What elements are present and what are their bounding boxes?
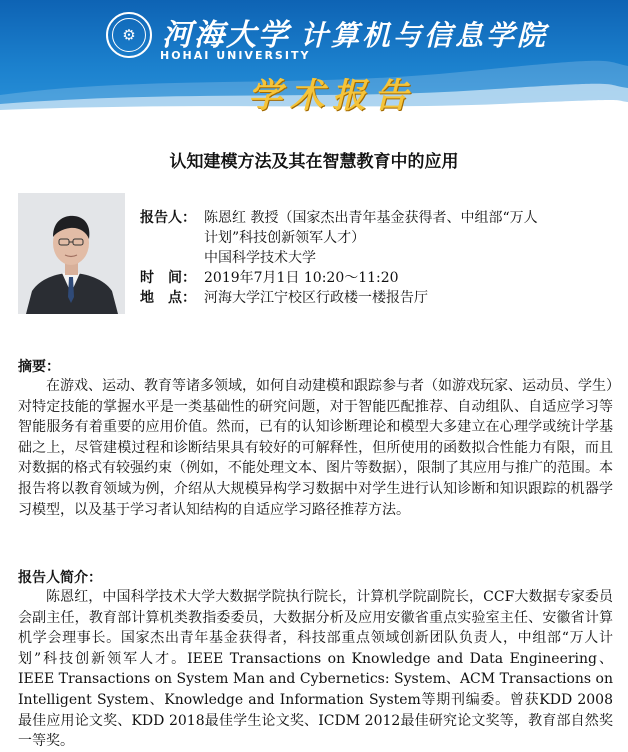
speaker-affiliation: 中国科学技术大学 [204, 250, 316, 266]
time-label: 时 间： [140, 270, 196, 286]
speaker-label: 报告人： [140, 210, 196, 226]
event-type: 学术报告 [248, 76, 416, 116]
speaker-row [140, 208, 615, 228]
place-label: 地 点： [140, 290, 196, 306]
abstract-text: 在游戏、运动、教育等诸多领域，如何自动建模和跟踪参与者（如游戏玩家、运动员、学生）对特定技能的掌握水平是一类基础性的研究问题，对于智能匹配推荐、自动组队、自适应学习等智能服务有着重要的应用价值。然而，已有的认知诊断理论和模型大多建立在心理学或统计学基础之上，尽管建模过程和诊断结果具有较好的可解释性，但所使用的函数拟合性能力有限，而且对数据的格式有较强约束（例如，不能处理文本、图片等数据），限制了其应用与推广的范围。本报告将以教育领域为例，介绍从大规模异构学习数据中对学生进行认知诊断和知识跟踪的机器学习模型，以及基于学习者认知结构的自适应学习路径推荐方法。 [18, 378, 613, 518]
school-name: 计算机与信息学院 [300, 19, 549, 52]
speaker-photo [18, 193, 125, 314]
place-row [140, 288, 615, 308]
place-value: 河海大学江宁校区行政楼一楼报告厅 [204, 290, 428, 306]
time-row [140, 268, 615, 288]
bio-text: 陈恩红，中国科学技术大学大数据学院执行院长，计算机学院副院长，CCF大数据专家委员会副主任，教育部计算机类教指委委员，大数据分析及应用安徽省重点实验室主任、安徽省计算机学会理事长。国家杰出青年基金获得者，科技部重点领域创新团队负责人，中组部“万人计划”科技创新领军人才。IEEE Transactions on Knowledge and Data Engineering、IEEE Transactions on System Man and Cybernetics: System、ACM Transactions on Intelligent System、Knowledge and Information System等期刊编委。曾获KDD 2008最佳应用论文奖、KDD 2018最佳学生论文奖、ICDM 2012最佳研究论文奖等，教育部自然奖一等奖。 [18, 589, 613, 750]
bio-heading: 报告人简介： [18, 570, 102, 586]
university-name-en: HOHAI UNIVERSITY [160, 49, 311, 62]
university-name-cn: 河海大学 [162, 18, 290, 53]
speaker-line1: 陈恩红 教授（国家杰出青年基金获得者、中组部“万人 [204, 210, 538, 226]
report-title: 认知建模方法及其在智慧教育中的应用 [169, 152, 459, 172]
university-logo-icon: ⚙ [106, 12, 152, 58]
header-banner [0, 0, 628, 118]
abstract-heading: 摘要： [18, 359, 60, 375]
speaker-info [140, 208, 615, 308]
speaker-line2: 计划”科技创新领军人才） [204, 230, 366, 246]
time-value: 2019年7月1日 10:20～11:20 [204, 270, 399, 286]
